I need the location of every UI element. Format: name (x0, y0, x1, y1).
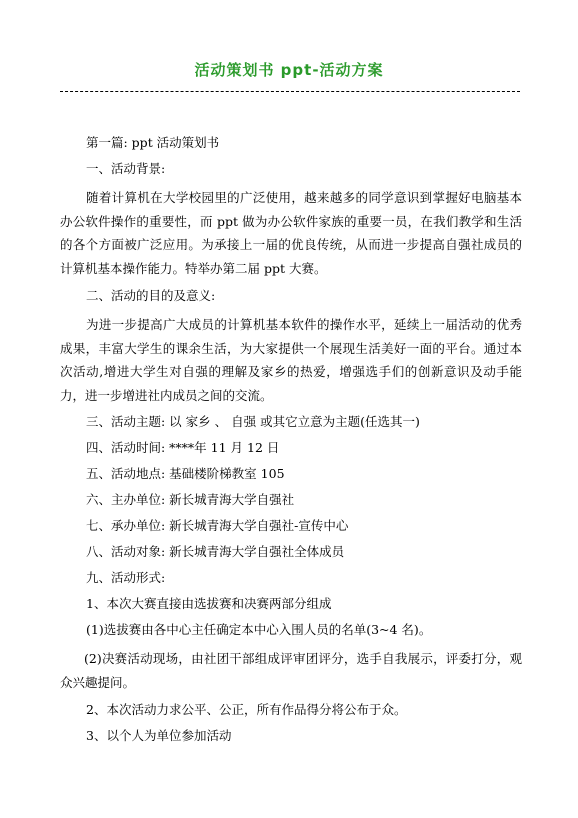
document-body (60, 134, 522, 753)
paragraph: (2)决赛活动现场，由社团干部组成评审团评分，选手自我展示，评委打分，观众兴趣提问。 (60, 651, 522, 690)
title-divider (60, 91, 520, 92)
list-item: 九、活动形式: (86, 570, 166, 585)
list-item: 3、以个人为单位参加活动 (86, 728, 232, 743)
section-heading: 第一篇: ppt 活动策划书 (86, 135, 220, 150)
list-item: 六、主办单位: 新长城青海大学自强社 (86, 492, 295, 507)
document-title: 活动策划书 ppt-活动方案 (194, 61, 384, 79)
list-item: 1、本次大赛直接由选拔赛和决赛两部分组成 (86, 596, 332, 611)
paragraph: 随着计算机在大学校园里的广泛使用，越来越多的同学意识到掌握好电脑基本办公软件操作的重要性，而 ppt 做为办公软件家族的重要一员，在我们教学和生活的各个方面被广泛应用。为承接上一届的优良传统，从而进一步提高自强社成员的计算机基本操作能力。特举办第二届 ppt 大赛。 (60, 190, 522, 276)
list-item: 2、本次活动力求公平、公正，所有作品得分将公布于众。 (86, 702, 407, 717)
list-item: (1)选拔赛由各中心主任确定本中心入围人员的名单(3~4 名)。 (86, 622, 432, 637)
list-item: 八、活动对象: 新长城青海大学自强社全体成员 (86, 544, 345, 559)
list-item: 五、活动地点: 基础楼阶梯教室 105 (86, 466, 285, 481)
list-item: 四、活动时间: ****年 11 月 12 日 (86, 440, 280, 455)
paragraph: 为进一步提高广大成员的计算机基本软件的操作水平，延续上一届活动的优秀成果，丰富大学生的课余生活，为大家提供一个展现生活美好一面的平台。通过本次活动,增进大学生对自强的理解及家乡的热爱，增强选手们的创新意识及动手能力，进一步增进社内成员之间的交流。 (60, 317, 522, 403)
list-item: 七、承办单位: 新长城青海大学自强社-宣传中心 (86, 518, 349, 533)
list-item: 三、活动主题: 以 家乡 、 自强 或其它立意为主题(任选其一) (86, 414, 420, 429)
section-heading: 二、活动的目的及意义: (86, 288, 216, 303)
section-heading: 一、活动背景: (86, 161, 166, 176)
